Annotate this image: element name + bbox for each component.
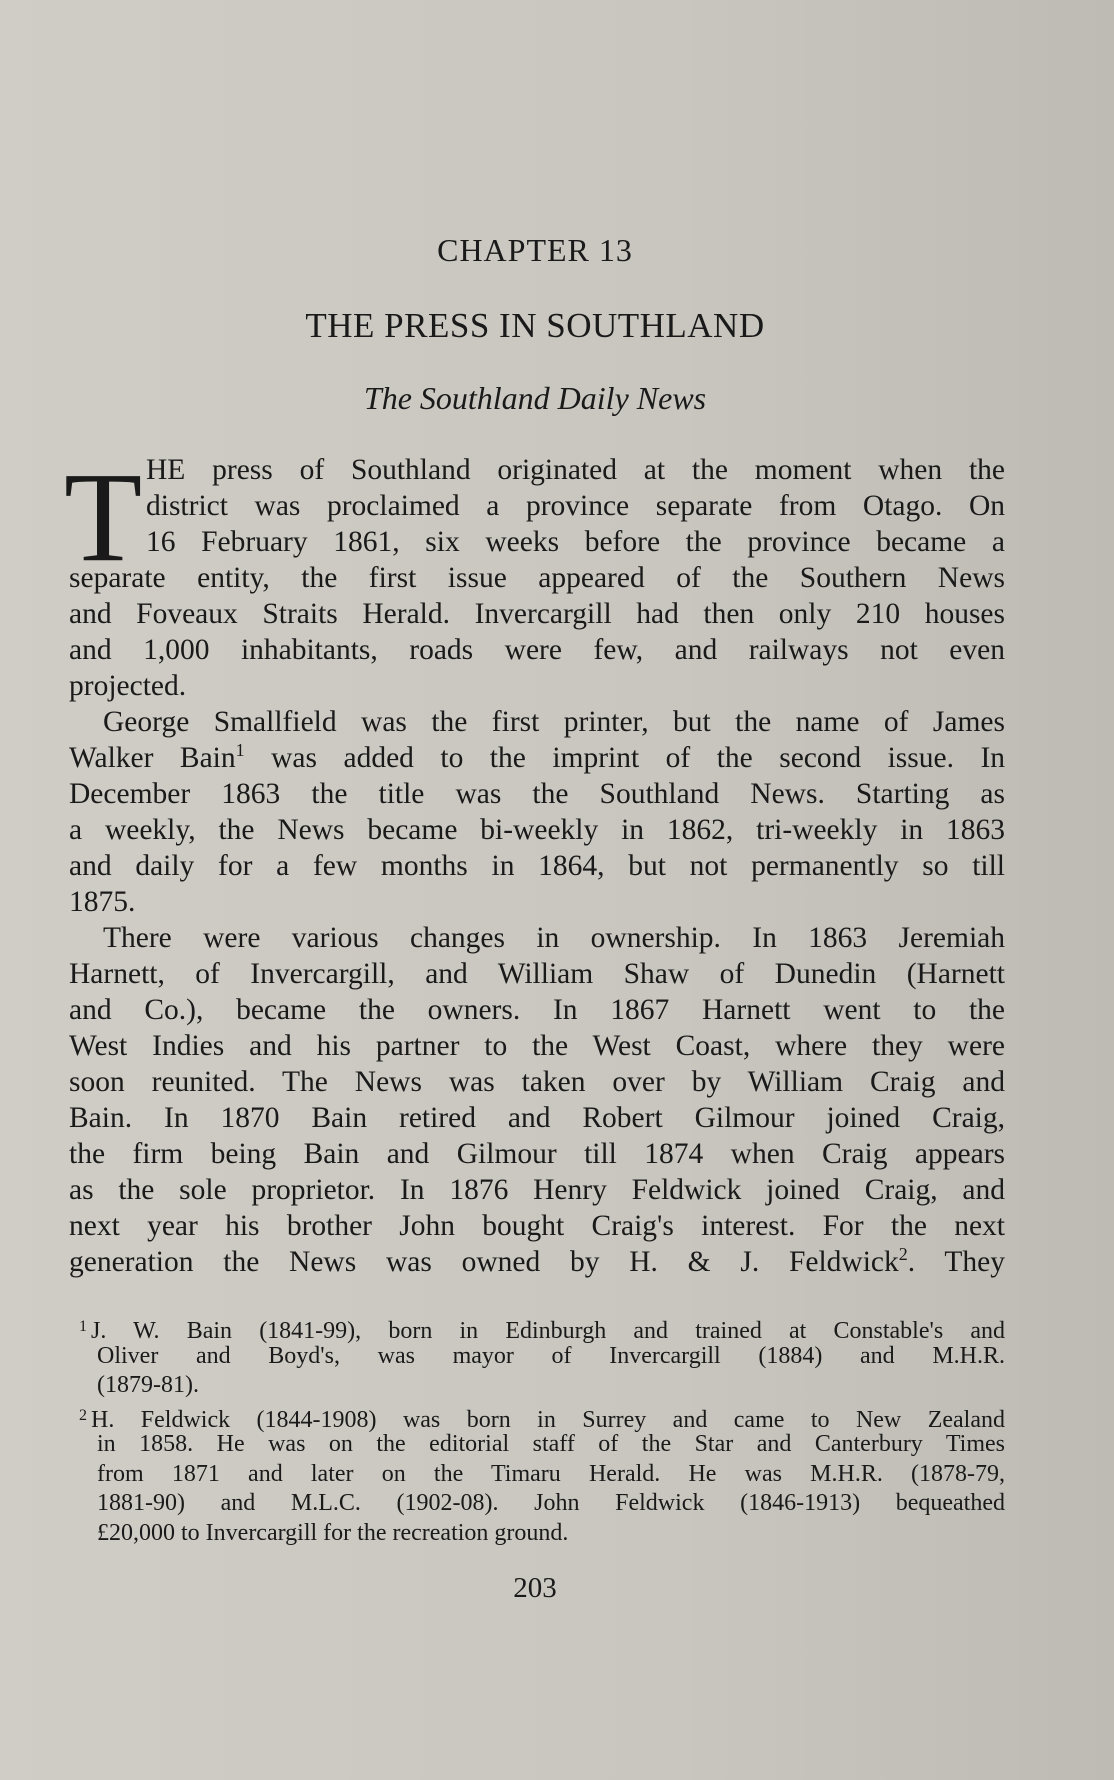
text-line: George Smallfield was the first printer, but the name of James	[103, 706, 1005, 738]
text-line: Harnett, of Invercargill, and William Shaw of Dunedin (Harnett	[69, 958, 1005, 990]
footnote-line: (1879-81).	[97, 1372, 199, 1398]
section-subtitle: The Southland Daily News	[363, 380, 707, 416]
text-line: and Co.), became the owners. In 1867 Harnett went to the	[69, 994, 1005, 1026]
text-line	[69, 1244, 1005, 1280]
text-line: Bain. In 1870 Bain retired and Robert Gilmour joined Craig,	[69, 1102, 1005, 1134]
text-line: and 1,000 inhabitants, roads were few, and railways not even	[69, 634, 1005, 666]
text-line: as the sole proprietor. In 1876 Henry Feldwick joined Craig, and	[69, 1174, 1005, 1206]
footnote-line: in 1858. He was on the editorial staff of the Star and Canterbury Times	[97, 1431, 1005, 1457]
footnote-ref-1[interactable]: 1	[235, 740, 245, 760]
text-fragment: generation the News was owned by H. & J. Feldwick	[69, 1246, 899, 1278]
footnote-line: £20,000 to Invercargill for the recreation ground.	[97, 1519, 569, 1546]
text-line: HE press of Southland originated at the moment when the	[146, 454, 1005, 486]
footnote-number: 1	[79, 1318, 87, 1335]
footnote-ref-2[interactable]: 2	[898, 1244, 908, 1264]
text-line: West Indies and his partner to the West Coast, where they were	[69, 1030, 1005, 1062]
text-line	[69, 740, 1005, 776]
text-line: 16 February 1861, six weeks before the province became a	[146, 526, 1005, 558]
page-number: 203	[513, 1572, 557, 1604]
chapter-heading: CHAPTER 13	[437, 232, 633, 268]
footnote-2: $^2$ H. Feldwick (1844-1908) was born in Surrey and came to New Zealand	[79, 1406, 1005, 1433]
text-line: district was proclaimed a province separate from Otago. On	[146, 490, 1005, 522]
text-line: projected.	[69, 670, 187, 702]
text-line: December 1863 the title was the Southland News. Starting as	[69, 778, 1005, 810]
text-line: the firm being Bain and Gilmour till 1874 when Craig appears	[69, 1138, 1005, 1170]
text-line: a weekly, the News became bi-weekly in 1862, tri-weekly in 1863	[69, 814, 1005, 846]
text-fragment: . They	[907, 1246, 1005, 1278]
text-line: separate entity, the first issue appeared of the Southern News	[69, 562, 1005, 594]
footnote-1: $^1$ J. W. Bain (1841-99), born in Edinburgh and trained at Constable's and	[79, 1318, 1005, 1344]
text-line: and daily for a few months in 1864, but not permanently so till	[69, 850, 1005, 882]
text-line: There were various changes in ownership. In 1863 Jeremiah	[103, 922, 1005, 954]
text-line: 1875.	[69, 886, 136, 918]
footnote-line: from 1871 and later on the Timaru Herald. He was M.H.R. (1878-79,	[97, 1460, 1005, 1487]
text-line: soon reunited. The News was taken over by William Craig and	[69, 1066, 1005, 1098]
text-fragment: was added to the imprint of the second issue. In	[271, 742, 1006, 774]
chapter-title: THE PRESS IN SOUTHLAND	[305, 306, 765, 345]
footnote-line: Oliver and Boyd's, was mayor of Invercargill (1884) and M.H.R.	[97, 1342, 1005, 1369]
footnote-line: 1881-90) and M.L.C. (1902-08). John Feldwick (1846-1913) bequeathed	[97, 1490, 1005, 1516]
text-line: next year his brother John bought Craig's interest. For the next	[69, 1210, 1005, 1242]
drop-cap: T	[64, 446, 143, 588]
footnotes	[79, 1312, 1005, 1548]
body-text	[69, 452, 1005, 1280]
text-line: and Foveaux Straits Herald. Invercargill had then only 210 houses	[69, 598, 1005, 630]
footnote-number: 2	[79, 1406, 87, 1424]
text-fragment: Walker Bain	[69, 742, 236, 774]
